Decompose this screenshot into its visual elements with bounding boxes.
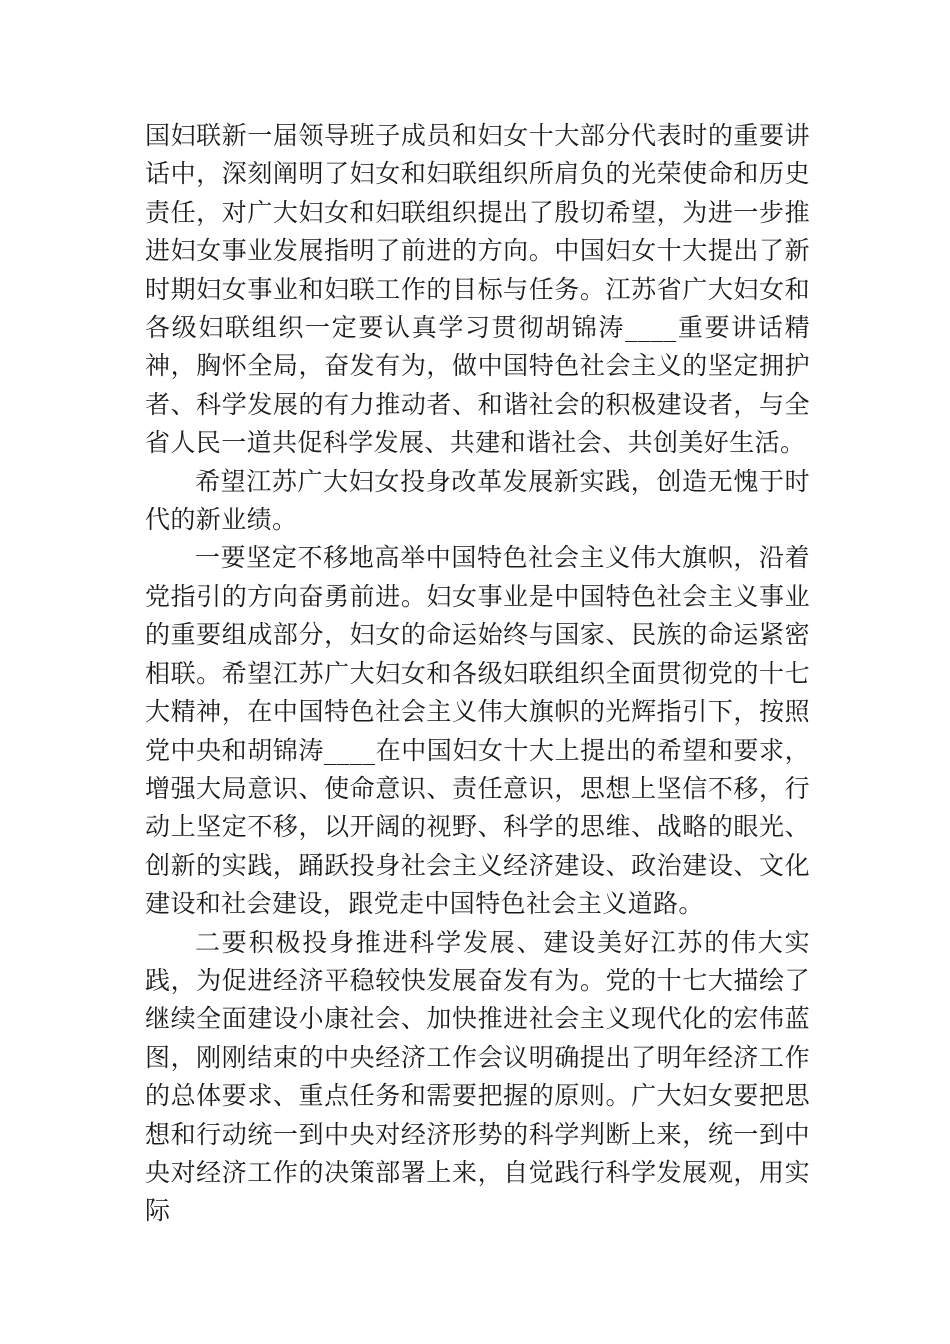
paragraph-point-one: 一要坚定不移地高举中国特色社会主义伟大旗帜，沿着党指引的方向奋勇前进。妇女事业是中国特色社会主义事业的重要组成部分，妇女的命运始终与国家、民族的命运紧密相联。希望江苏广大妇女和各级妇联组织全面贯彻党的十七大精神，在中国特色社会主义伟大旗帜的光辉指引下，按照党中央和胡锦涛____在中国妇女十大上提出的希望和要求，增强大局意识、使命意识、责任意识，思想上坚信不移，行动上坚定不移，以开阔的视野、科学的思维、战略的眼光、创新的实践，踊跃投身社会主义经济建设、政治建设、文化建设和社会建设，跟党走中国特色社会主义道路。	[145, 543, 810, 919]
paragraph-continuation: 国妇联新一届领导班子成员和妇女十大部分代表时的重要讲话中，深刻阐明了妇女和妇联组织所肩负的光荣使命和历史责任，对广大妇女和妇联组织提出了殷切希望，为进一步推进妇女事业发展指明了前进的方向。中国妇女十大提出了新时期妇女事业和妇联工作的目标与任务。江苏省广大妇女和各级妇联组织一定要认真学习贯彻胡锦涛____重要讲话精神，胸怀全局，奋发有为，做中国特色社会主义的坚定拥护者、科学发展的有力推动者、和谐社会的积极建设者，与全省人民一道共促科学发展、共建和谐社会、共创美好生活。	[145, 121, 810, 458]
body-text	[145, 117, 810, 1231]
paragraph-hope: 希望江苏广大妇女投身改革发展新实践，创造无愧于时代的新业绩。	[145, 466, 810, 535]
paragraph-point-two: 二要积极投身推进科学发展、建设美好江苏的伟大实践，为促进经济平稳较快发展奋发有为。党的十七大描绘了继续全面建设小康社会、加快推进社会主义现代化的宏伟蓝图，刚刚结束的中央经济工作会议明确提出了明年经济工作的总体要求、重点任务和需要把握的原则。广大妇女要把思想和行动统一到中央对经济形势的科学判断上来，统一到中央对经济工作的决策部署上来，自觉践行科学发展观，用实际	[145, 927, 810, 1226]
